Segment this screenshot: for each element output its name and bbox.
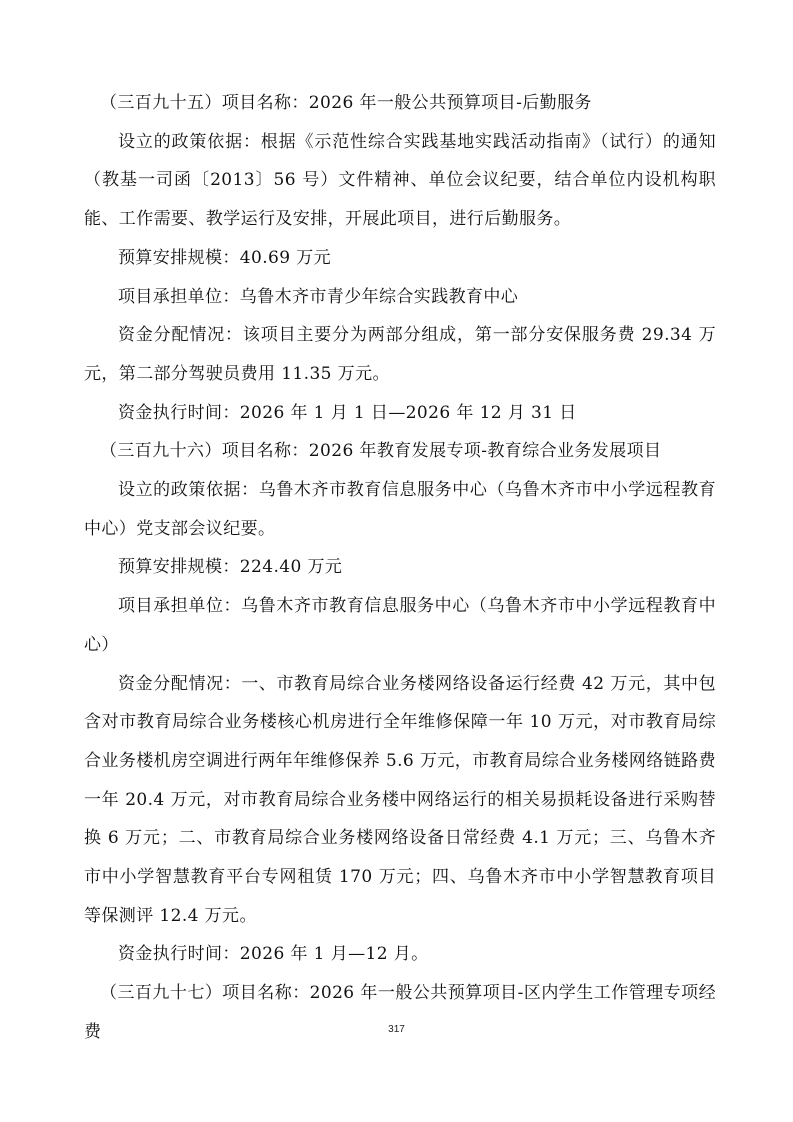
project-396-execution-time: 资金执行时间：2026 年 1 月—12 月。: [118, 944, 429, 965]
project-395-budget-scale: 预算安排规模：40.69 万元: [118, 247, 332, 268]
document-body: [84, 84, 716, 1052]
project-396-undertaking-unit: 项目承担单位：乌鲁木齐市教育信息服务中心（乌鲁木齐市中小学远程教育中心）: [84, 596, 716, 655]
project-395-fund-allocation: 资金分配情况：该项目主要分为两部分组成，第一部分安保服务费 29.34 万元，第二部分驾驶员费用 11.35 万元。: [84, 325, 716, 384]
project-395-undertaking-unit: 项目承担单位：乌鲁木齐市青少年综合实践教育中心: [118, 286, 519, 307]
project-396-title: （三百九十六）项目名称：2026 年教育发展专项-教育综合业务发展项目: [100, 441, 662, 462]
project-397-title: （三百九十七）项目名称：2026 年一般公共预算项目-区内学生工作管理专项经费: [84, 983, 716, 1042]
project-395-title: （三百九十五）项目名称：2026 年一般公共预算项目-后勤服务: [100, 93, 592, 113]
project-396-policy-basis: 设立的政策依据：乌鲁木齐市教育信息服务中心（乌鲁木齐市中小学远程教育中心）党支部会议纪要。: [84, 480, 716, 539]
project-395-policy-basis: 设立的政策依据：根据《示范性综合实践基地实践活动指南》（试行）的通知（教基一司函〔2013〕56 号）文件精神、单位会议纪要，结合单位内设机构职能、工作需要、教学运行及安排，开展此项目，进行后勤服务。: [84, 131, 716, 230]
project-396-fund-allocation: 资金分配情况：一、市教育局综合业务楼网络设备运行经费 42 万元，其中包含对市教育局综合业务楼核心机房进行全年维修保障一年 10 万元，对市教育局综合业务楼机房空调进行两年年维修保养 5.6 万元，市教育局综合业务楼网络链路费一年 20.4 万元，对市教育局综合业务楼中网络运行的相关易损耗设备进行采购替换 6 万元；二、市教育局综合业务楼网络设备日常经费 4.1 万元；三、乌鲁木齐市中小学智慧教育平台专网租赁 170 万元；四、乌鲁木齐市中小学智慧教育项目等保测评 12.4 万元。: [84, 673, 716, 926]
page-number: 317: [388, 1024, 405, 1035]
project-396-budget-scale: 预算安排规模：224.40 万元: [118, 557, 343, 578]
project-395-execution-time: 资金执行时间：2026 年 1 月 1 日—2026 年 12 月 31 日: [118, 402, 577, 423]
